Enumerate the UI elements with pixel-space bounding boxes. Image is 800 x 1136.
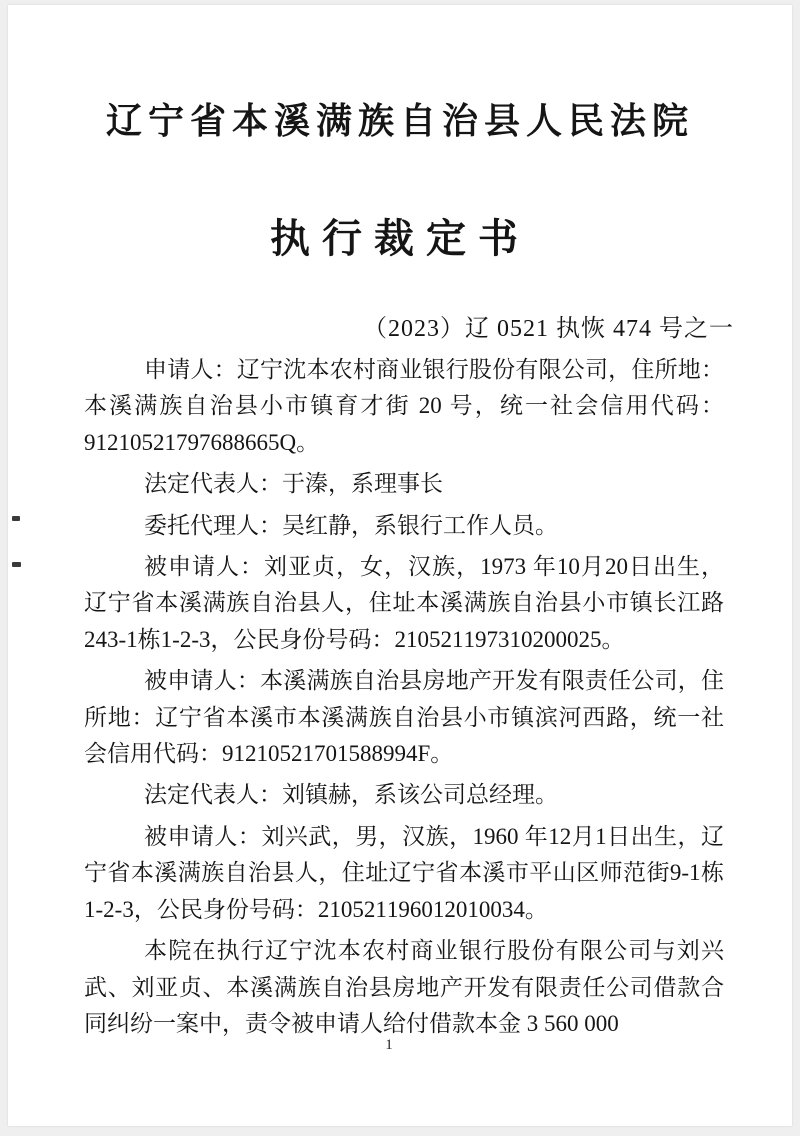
scan-artifact-mark <box>12 516 20 521</box>
page-number: 1 <box>385 1037 393 1053</box>
paragraph-respondent-2: 被申请人：本溪满族自治县房地产开发有限责任公司，住所地：辽宁省本溪市本溪满族自治县小市镇滨河西路，统一社会信用代码：91210521701588994F。 <box>84 668 724 767</box>
paragraph-entrusted-agent: 委托代理人：吴红静，系银行工作人员。 <box>144 512 558 538</box>
document-page <box>8 5 792 1126</box>
document-title: 执行裁定书 <box>270 216 530 261</box>
document-body <box>84 352 724 1047</box>
paragraph-case-summary: 本院在执行辽宁沈本农村商业银行股份有限公司与刘兴武、刘亚贞、本溪满族自治县房地产开发有限责任公司借款合同纠纷一案中，责令被申请人给付借款本金 3 560 000 <box>84 938 724 1036</box>
paragraph-respondent-3: 被申请人：刘兴武，男，汉族，1960 年12月1日出生，辽宁省本溪满族自治县人，住址辽宁省本溪市平山区师范街9-1栋1-2-3，公民身份号码：210521196012010034。 <box>84 823 724 922</box>
paragraph-respondent-1: 被申请人：刘亚贞，女，汉族，1973 年10月20日出生，辽宁省本溪满族自治县人，住址本溪满族自治县小市镇长江路243-1栋1-2-3，公民身份号码：210521197310200025。 <box>84 554 724 652</box>
scan-artifact-mark <box>12 562 21 567</box>
paragraph-legal-representative-applicant: 法定代表人：于溱，系理事长 <box>144 471 443 497</box>
paragraph-legal-representative-respondent: 法定代表人：刘镇赫，系该公司总经理。 <box>144 782 558 808</box>
court-name-heading: 辽宁省本溪满族自治县人民法院 <box>105 101 694 141</box>
paragraph-applicant: 申请人：辽宁沈本农村商业银行股份有限公司，住所地：本溪满族自治县小市镇育才街 20 号，统一社会信用代码：91210521797688665Q。 <box>84 357 724 455</box>
case-number: （2023）辽 0521 执恢 474 号之一 <box>363 316 734 342</box>
